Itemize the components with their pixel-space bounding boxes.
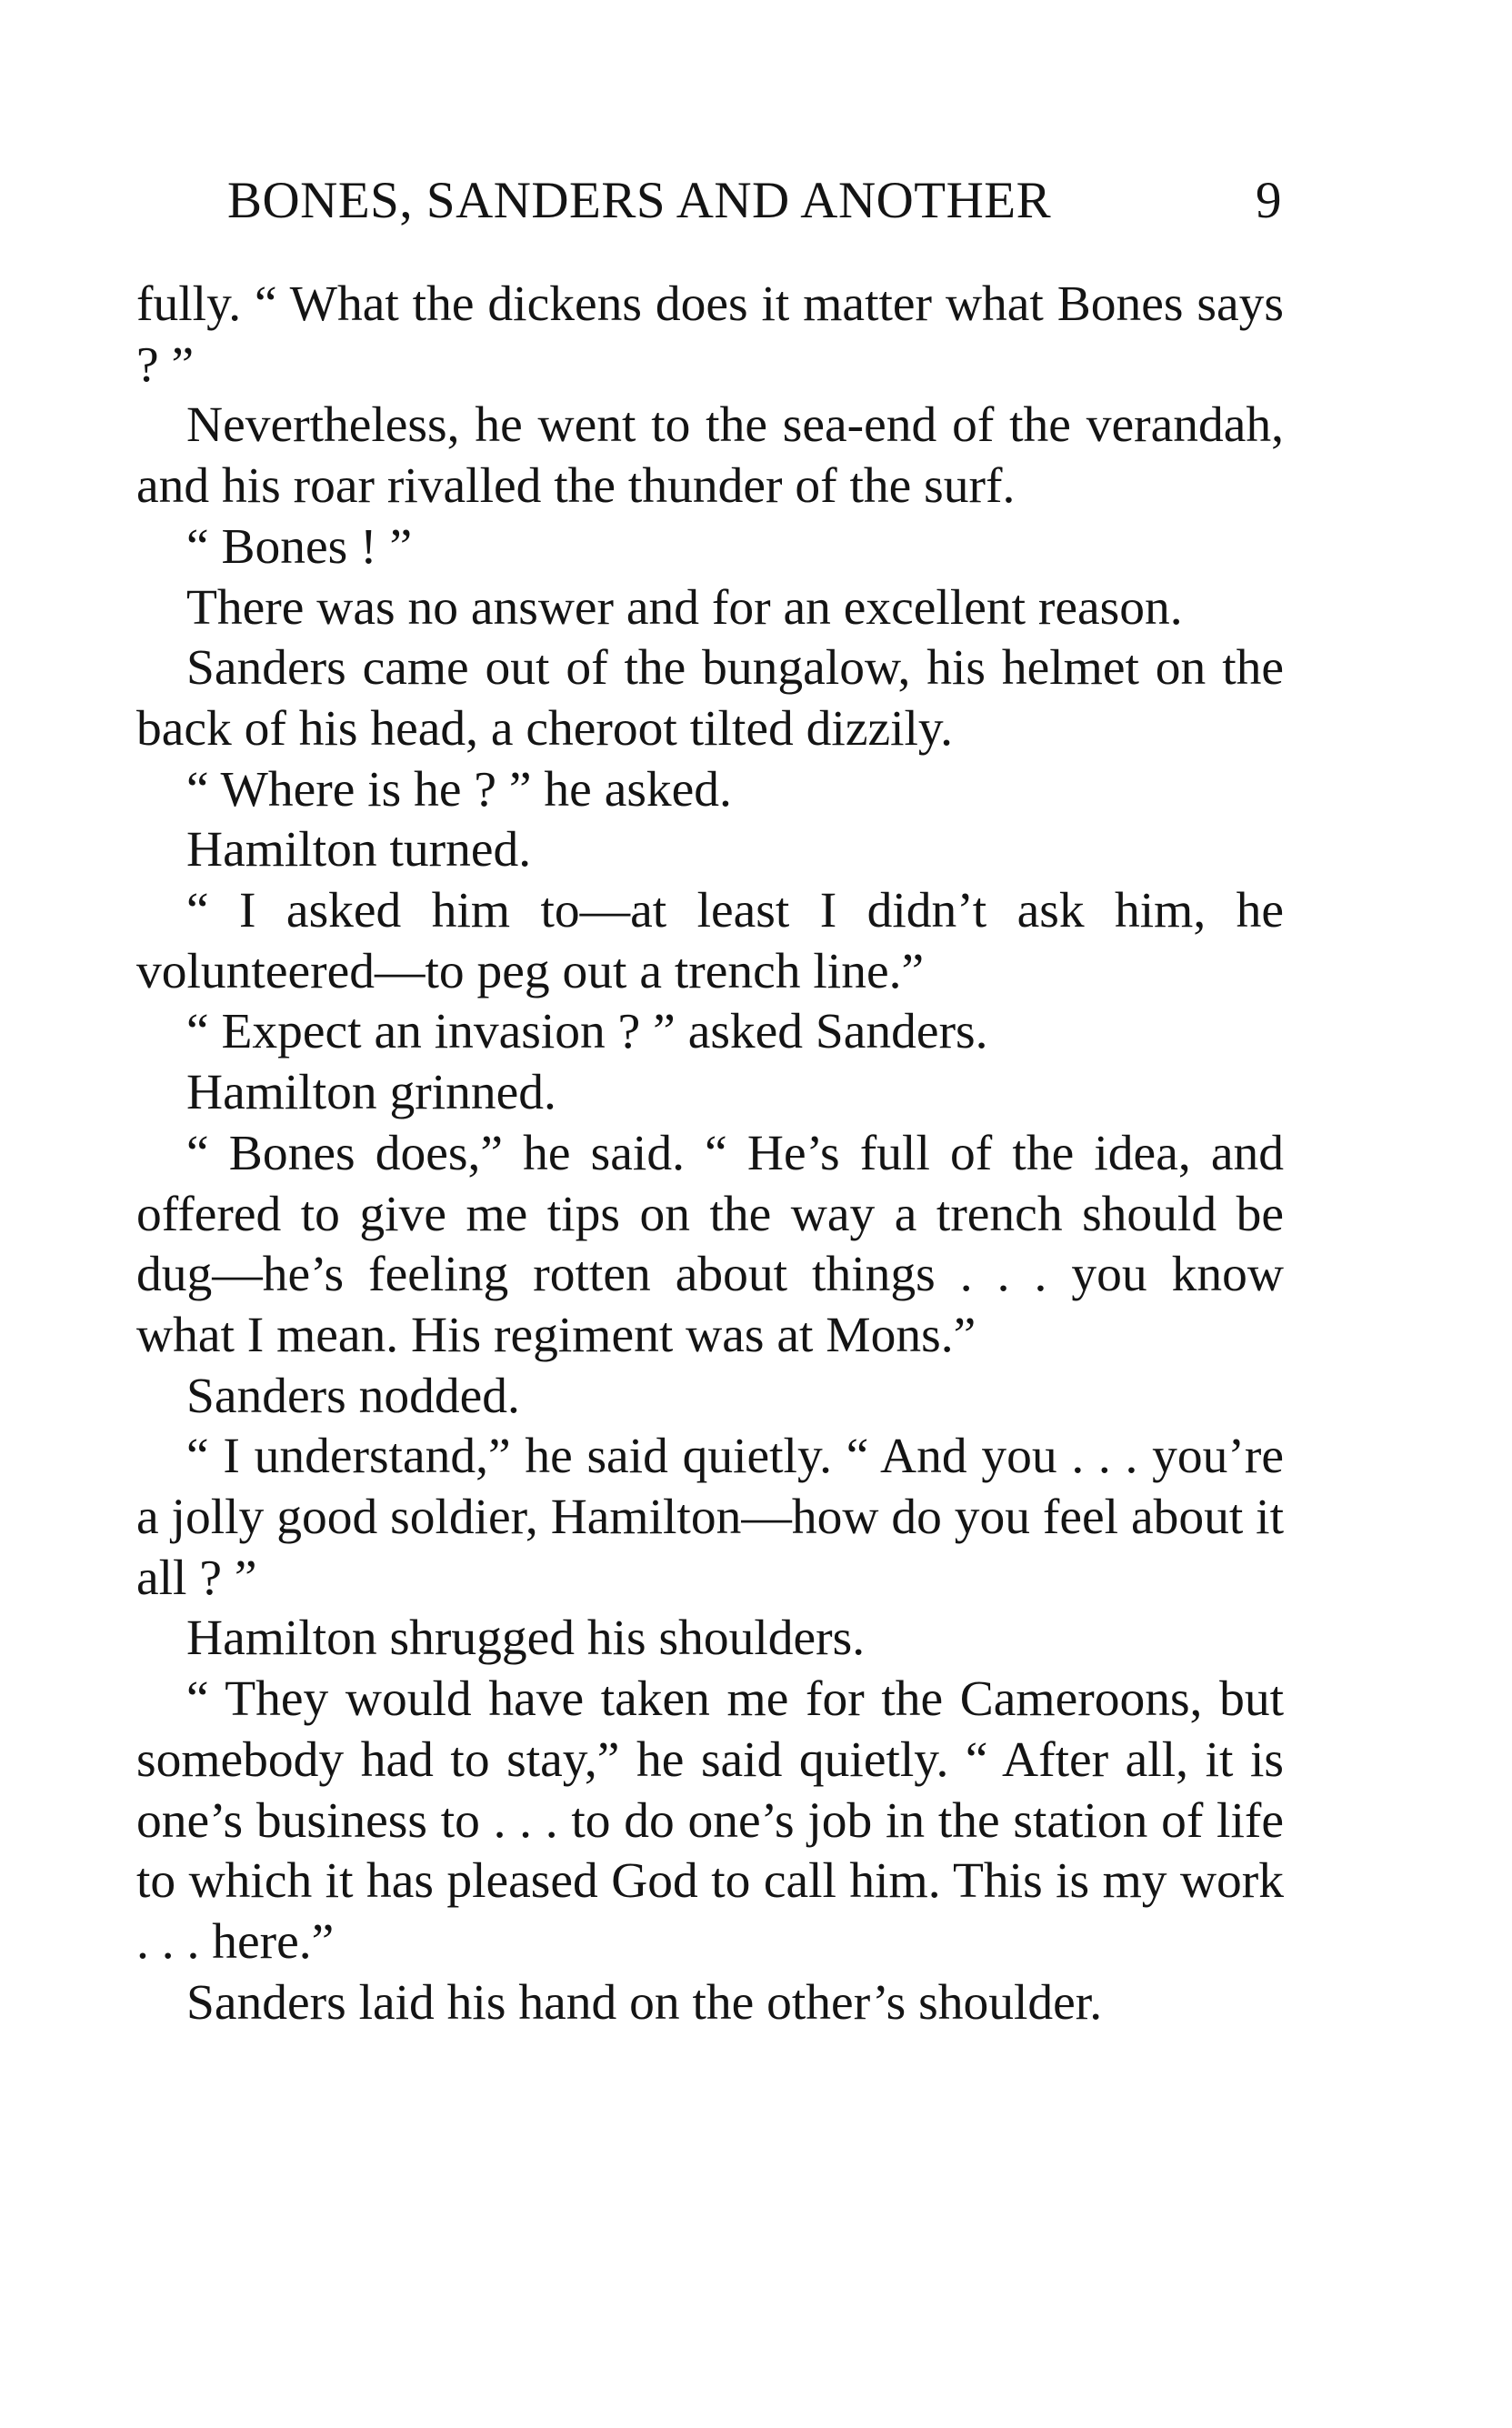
paragraph: There was no answer and for an excellent reason. xyxy=(186,579,1183,636)
body-text xyxy=(136,275,1284,2033)
running-title: BONES, SANDERS AND ANOTHER xyxy=(227,172,1052,229)
paragraph: “ Where is he ? ” he asked. xyxy=(186,761,732,818)
paragraph: Sanders nodded. xyxy=(186,1368,520,1424)
paragraph: “ I asked him to—at least I didn’t ask him, he volunteered—to peg out a trench line.” xyxy=(136,883,1284,999)
paragraph: “ I understand,” he said quietly. “ And you . . . you’re a jolly good soldier, Hamilton—how do you feel about it all ? ” xyxy=(136,1429,1284,1606)
running-head xyxy=(136,169,1282,233)
paragraph: Hamilton grinned. xyxy=(186,1065,556,1121)
paragraph: “ Bones ! ” xyxy=(186,518,413,575)
page-number: 9 xyxy=(1256,172,1282,229)
paragraph: “ They would have taken me for the Cameroons, but somebody had to stay,” he said quietly. “ After all, it is one’s business to . . . to do one’s job in the station of life to which it has pleased God to call him. This is my work . . . here.” xyxy=(136,1671,1284,1970)
paragraph: Sanders came out of the bungalow, his helmet on the back of his head, a cheroot tilted dizzily. xyxy=(136,640,1284,757)
paragraph: “ Bones does,” he said. “ He’s full of the idea, and offered to give me tips on the way a trench should be dug—he’s feeling rotten about things . . . you know what I mean. His regiment was at Mons.” xyxy=(136,1125,1284,1363)
paragraph: “ Expect an invasion ? ” asked Sanders. xyxy=(186,1004,988,1060)
paragraph: Hamilton shrugged his shoulders. xyxy=(186,1610,866,1667)
paragraph: Nevertheless, he went to the sea-end of the verandah, and his roar rivalled the thunder of the surf. xyxy=(136,397,1284,515)
paragraph: fully. “ What the dickens does it matter what Bones says ? ” xyxy=(136,276,1284,393)
paragraph: Hamilton turned. xyxy=(186,822,532,878)
paragraph: Sanders laid his hand on the other’s shoulder. xyxy=(186,1974,1103,2031)
